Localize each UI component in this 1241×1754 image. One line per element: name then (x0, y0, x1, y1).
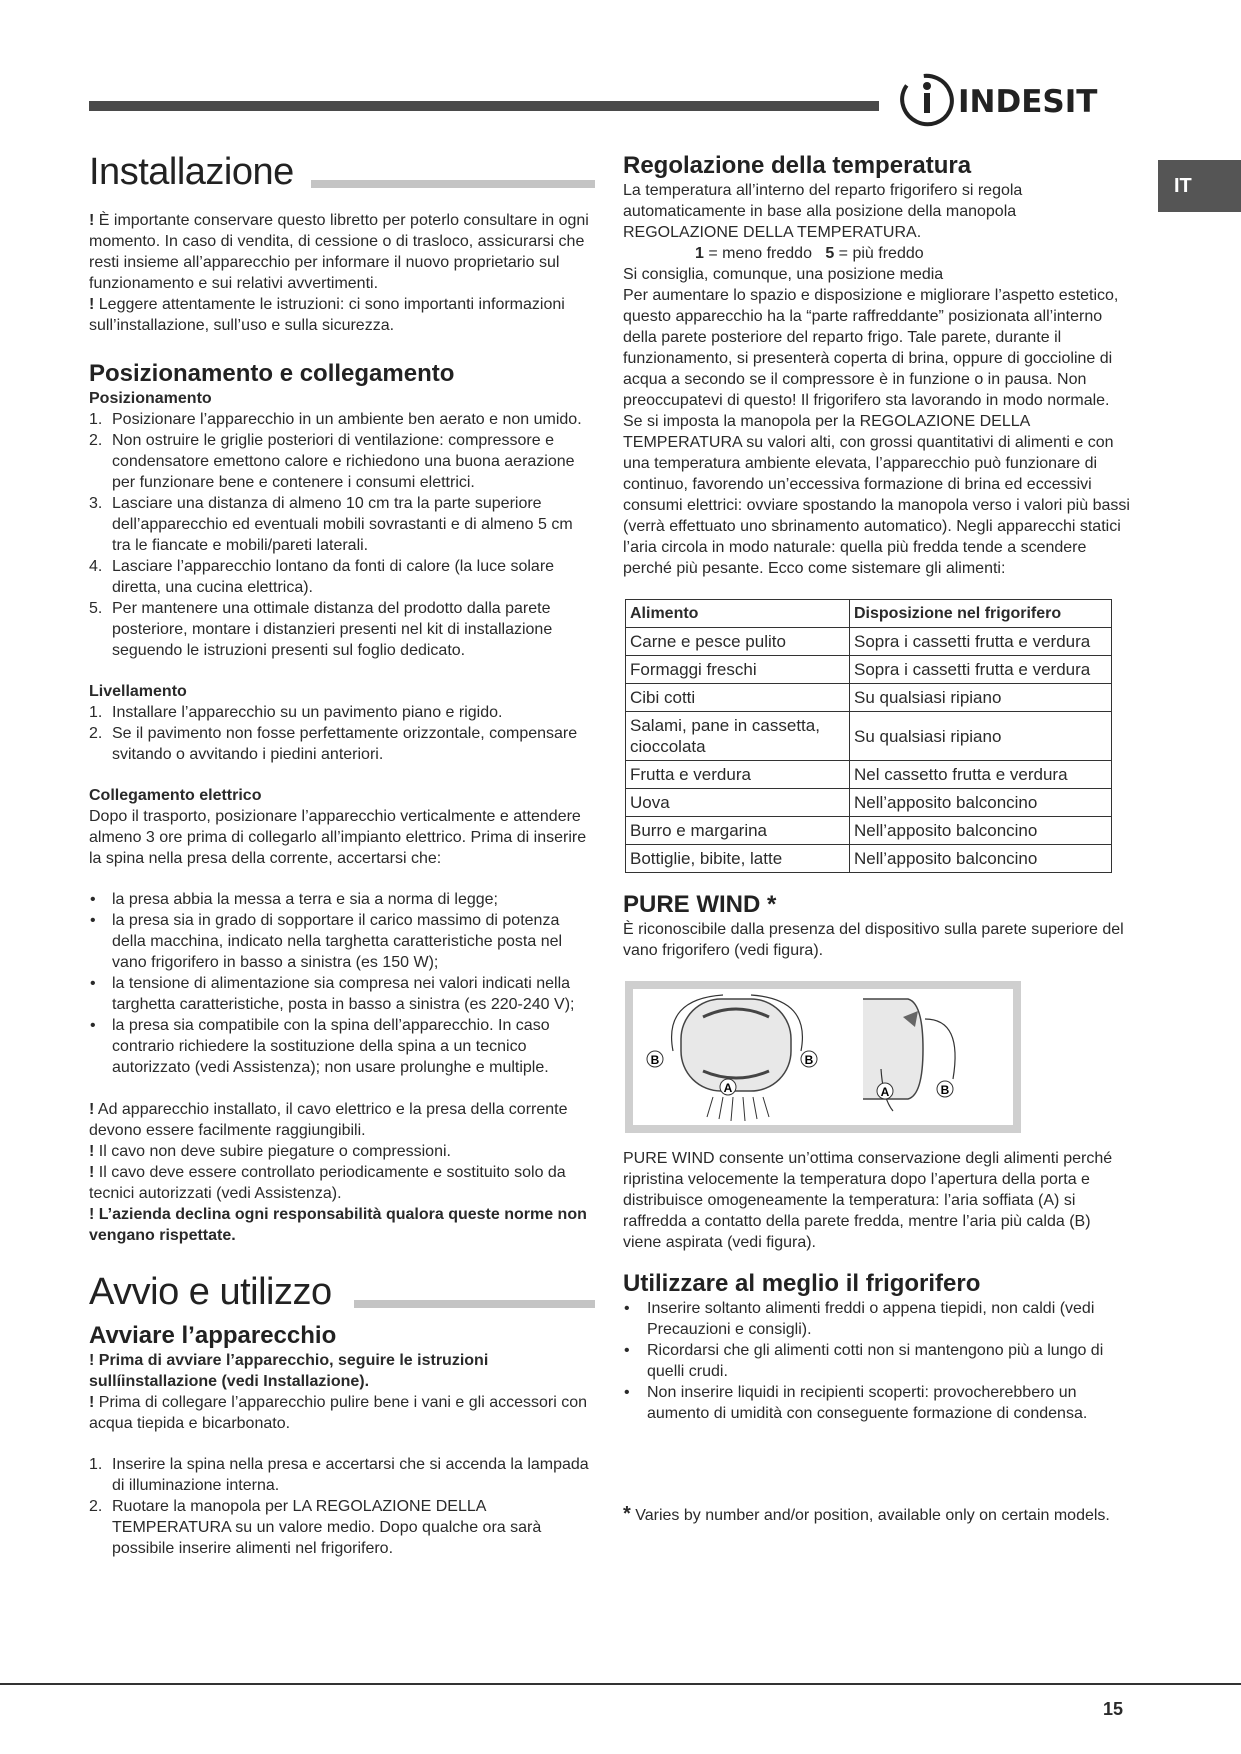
table-cell: Nell’apposito balconcino (850, 817, 1112, 845)
table-cell: Frutta e verdura (626, 761, 850, 789)
label-b-left: B (650, 1053, 660, 1067)
temp-paragraph-3: Per aumentare lo spazio e disposizione e migliorare l’aspetto estetico, questo apparecchio ha la “parte raffreddante” posizionata all’interno della parete posteriore del reparto frigo. Tale parete, durante il funzionamento, si presenterà coperta di brina, oppure di goccioline di acqua a secondo se il compressore è in funzione o in pausa. Non preoccupatevi di questo! Il frigorifero sta lavorando in modo normale. (623, 287, 1119, 409)
intro-paragraph-1: ! È importante conservare questo libretto per poterlo consultare in ogni momento. In caso di vendita, di cessione o di trasloco, assicurarsi che resti insieme all’apparecchio per informare il nuovo proprietario sul funzionamento e sui relativi avvertimenti. (89, 212, 589, 292)
list-item: • Inserire soltanto alimenti freddi o appena tiepidi, non caldi (vedi Precauzioni e consigli). (623, 1298, 1133, 1340)
heading-utilizzare-frigorifero: Utilizzare al meglio il frigorifero (623, 1270, 981, 1297)
usage-tips-list (623, 1298, 1133, 1424)
table-cell: Nell’apposito balconcino (850, 789, 1112, 817)
brand-name: INDESIT (958, 84, 1098, 120)
warning-3: ! Il cavo deve essere controllato periodicamente e sostituito solo da tecnici autorizzati (vedi Assistenza). (89, 1164, 566, 1202)
list-item: 1. Installare l’apparecchio su un pavimento piano e rigido. (89, 704, 503, 721)
table-cell: Su qualsiasi ripiano (850, 712, 1112, 761)
list-item: • Ricordarsi che gli alimenti cotti non si mantengono più a lungo di quelli crudi. (623, 1340, 1133, 1382)
table-cell: Nell’apposito balconcino (850, 845, 1112, 873)
positioning-list (89, 409, 595, 661)
table-row (626, 761, 1112, 789)
footnote: * Varies by number and/or position, available only on certain models. (623, 1503, 1110, 1525)
heading-regolazione-temperatura: Regolazione della temperatura (623, 152, 972, 179)
electric-intro: Dopo il trasporto, posizionare l’apparecchio verticalmente e attendere almeno 3 ore prima di collegarlo all’impianto elettrico. Prima di inserire la spina nella presa della corrente, accertarsi che: (89, 808, 587, 867)
table-row (626, 628, 1112, 656)
table-header-row (626, 600, 1112, 628)
table-row (626, 684, 1112, 712)
table-cell: Formaggi freschi (626, 656, 850, 684)
table-header-cell: Disposizione nel frigorifero (850, 600, 1112, 628)
temp-paragraph-2: Si consiglia, comunque, una posizione media (623, 266, 944, 283)
temp-scale: 1 = meno freddo 5 = più freddo (695, 245, 924, 262)
table-cell: Su qualsiasi ripiano (850, 684, 1112, 712)
list-item: 4. Lasciare l’apparecchio lontano da fonti di calore (la luce solare diretta, una cucina elettrica). (89, 558, 555, 596)
table-row (626, 789, 1112, 817)
language-tab: IT (1158, 160, 1241, 212)
start-steps-list (89, 1454, 595, 1559)
left-column (89, 150, 595, 1559)
warning-1: ! Ad apparecchio installato, il cavo elettrico e la presa della corrente devono essere facilmente raggiungibili. (89, 1101, 568, 1139)
list-item: 1. Posizionare l’apparecchio in un ambiente ben aerato e non umido. (89, 411, 582, 428)
list-item: 1. Inserire la spina nella presa e accertarsi che si accenda la lampada di illuminazione interna. (89, 1456, 589, 1494)
section-installazione: Installazione (89, 150, 595, 194)
footer-rule (0, 1683, 1241, 1685)
heading-pure-wind: PURE WIND * (623, 891, 777, 918)
list-item: • Non inserire liquidi in recipienti scoperti: provocherebbero un aumento di umidità con conseguente formazione di condensa. (623, 1382, 1133, 1424)
table-header-cell: Alimento (626, 600, 850, 628)
avviare-warning: ! Prima di avviare l’apparecchio, seguire le istruzioni sullíinstallazione (vedi Installazione). (89, 1352, 489, 1390)
label-b-side: B (940, 1083, 950, 1097)
heading-avviare: Avviare l’apparecchio (89, 1322, 337, 1349)
table-row (626, 656, 1112, 684)
avviare-note: ! Prima di collegare l’apparecchio pulire bene i vani e gli accessori con acqua tiepida e bicarbonato. (89, 1394, 588, 1432)
temp-paragraph-4: Se si imposta la manopola per la REGOLAZIONE DELLA TEMPERATURA su valori alti, con grossi quantitativi di alimenti e con una temperatura ambiente elevata, l’apparecchio può funzionare di continuo, favorendo un’eccessiva formazione di brina ed eccessivi consumi elettrici: ovviare spostando la manopola verso i valori più bassi (verrà effettuato uno sbrinamento automatico). Negli apparecchi statici l’aria circola in modo naturale: quella più fredda tende a scendere perché più pesante. Ecco come sistemare gli alimenti: (623, 413, 1130, 577)
list-item: 2. Se il pavimento non fosse perfettamente orizzontale, compensare svitando o avvitando i piedini anteriori. (89, 725, 578, 763)
list-item: • la presa sia compatibile con la spina dell’apparecchio. In caso contrario richiedere la sostituzione della spina a un tecnico autorizzato (vedi Assistenza); non usare prolunghe e multiple. (89, 1015, 595, 1078)
table-row (626, 845, 1112, 873)
table-cell: Nel cassetto frutta e verdura (850, 761, 1112, 789)
table-cell: Sopra i cassetti frutta e verdura (850, 628, 1112, 656)
intro-paragraph-2: ! Leggere attentamente le istruzioni: ci sono importanti informazioni sull’installazione, sull’uso e sulla sicurezza. (89, 296, 565, 334)
list-item: 2. Ruotare la manopola per LA REGOLAZIONE DELLA TEMPERATURA su un valore medio. Dopo qualche ora sarà possibile inserire alimenti nel frigorifero. (89, 1498, 542, 1557)
table-cell: Bottiglie, bibite, latte (626, 845, 850, 873)
list-item: 5. Per mantenere una ottimale distanza del prodotto dalla parete posteriore, montare i distanzieri presenti nel kit di installazione seguendo le istruzioni presenti sul foglio dedicato. (89, 600, 553, 659)
brand-logo (900, 72, 1130, 128)
subheading-livellamento: Livellamento (89, 683, 187, 700)
table-cell: Uova (626, 789, 850, 817)
label-a-front: A (723, 1081, 733, 1095)
temp-paragraph-1: La temperatura all’interno del reparto frigorifero si regola automaticamente in base alla posizione della manopola REGOLAZIONE DELLA TEMPERATURA. (623, 182, 1023, 241)
table-cell: Burro e margarina (626, 817, 850, 845)
pure-wind-paragraph-2: PURE WIND consente un’ottima conservazione degli alimenti perché ripristina velocemente la temperatura dopo l’apertura della porta e distribuisce omogeneamente la temperatura: l’aria soffiata (A) si raffredda a contatto della parete fredda, mentre l’aria più calda (B) viene aspirata (vedi figura). (623, 1150, 1113, 1251)
electric-checklist (89, 889, 595, 1078)
list-item: • la presa sia in grado di sopportare il carico massimo di potenza della macchina, indicato nella targhetta caratteristiche posta nel vano frigorifero in basso a sinistra (es 150 W); (89, 910, 595, 973)
pure-wind-paragraph-1: È riconoscibile dalla presenza del dispositivo sulla parete superiore del vano frigorifero (vedi figura). (623, 921, 1124, 959)
list-item: 2. Non ostruire le griglie posteriori di ventilazione: compressore e condensatore emettono calore e richiedono una buona aerazione per funzionare bene e contenere i consumi elettrici. (89, 432, 575, 491)
table-cell: Cibi cotti (626, 684, 850, 712)
table-row (626, 817, 1112, 845)
table-cell: Salami, pane in cassetta, cioccolata (626, 712, 850, 761)
leveling-list (89, 702, 595, 765)
heading-posizionamento-collegamento: Posizionamento e collegamento (89, 360, 455, 387)
label-b-right: B (804, 1053, 814, 1067)
table-row (626, 712, 1112, 761)
table-cell: Sopra i cassetti frutta e verdura (850, 656, 1112, 684)
label-a-side: A (880, 1085, 890, 1099)
page-number: 15 (1103, 1699, 1124, 1719)
food-storage-table (625, 599, 1112, 873)
subheading-collegamento-elettrico: Collegamento elettrico (89, 787, 262, 804)
pure-wind-illustration (633, 989, 1013, 1125)
right-column (623, 152, 1133, 1526)
list-item: • la presa abbia la messa a terra e sia a norma di legge; (89, 889, 595, 910)
section-avvio-utilizzo: Avvio e utilizzo (89, 1270, 595, 1314)
table-cell: Carne e pesce pulito (626, 628, 850, 656)
warning-2: ! Il cavo non deve subire piegature o compressioni. (89, 1143, 451, 1160)
subheading-posizionamento: Posizionamento (89, 390, 212, 407)
pure-wind-figure (625, 981, 1021, 1133)
header-rule (89, 101, 879, 111)
list-item: • la tensione di alimentazione sia compresa nei valori indicati nella targhetta caratteristiche, posta in basso a sinistra (es 220-240 V); (89, 973, 595, 1015)
list-item: 3. Lasciare una distanza di almeno 10 cm tra la parte superiore dell’apparecchio ed eventuali mobili sovrastanti e di almeno 5 cm tra le fiancate e mobili/pareti laterali. (89, 495, 573, 554)
warning-4: ! L’azienda declina ogni responsabilità qualora queste norme non vengano rispettate. (89, 1206, 587, 1244)
